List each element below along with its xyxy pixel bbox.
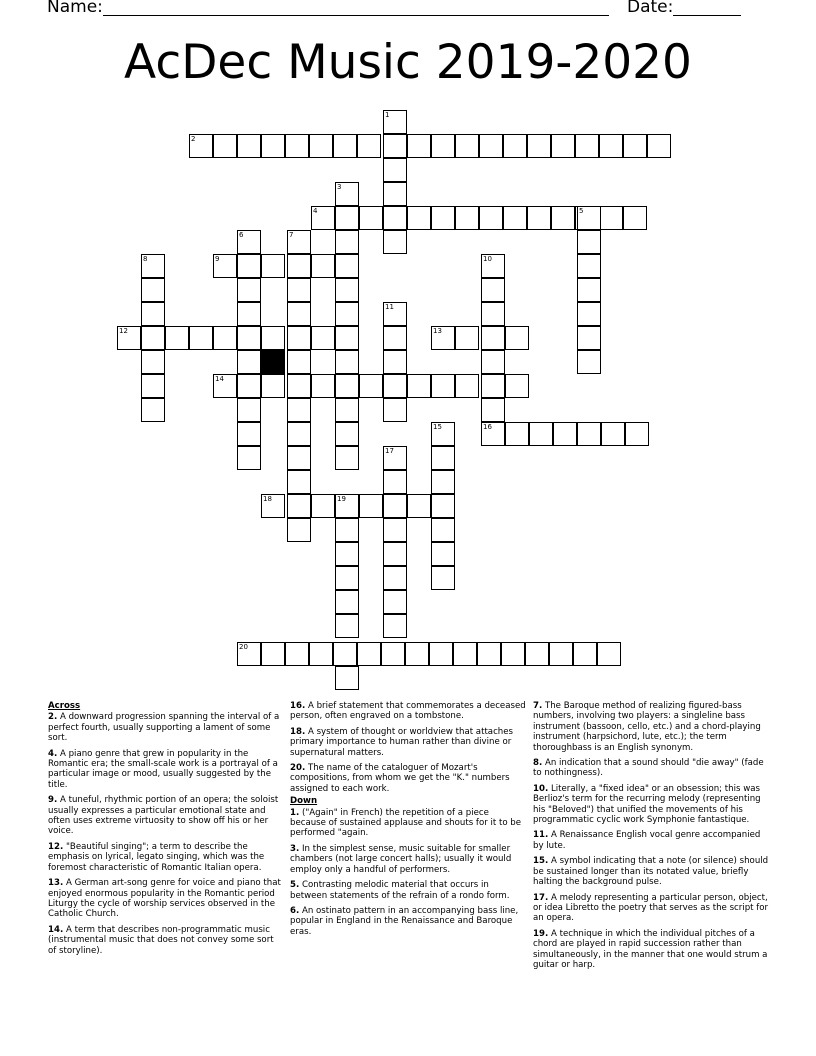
crossword-cell[interactable] — [481, 302, 505, 326]
clue-number-label: 9 — [215, 255, 220, 263]
crossword-cell[interactable] — [237, 230, 261, 254]
crossword-cell[interactable] — [141, 326, 165, 350]
clue-down-11 — [533, 830, 769, 851]
crossword-cell[interactable] — [455, 374, 479, 398]
crossword-cell[interactable] — [141, 254, 165, 278]
crossword-cell[interactable] — [481, 398, 505, 422]
crossword-cell[interactable] — [335, 398, 359, 422]
crossword-cell[interactable] — [335, 666, 359, 690]
clue-down-7 — [533, 701, 769, 753]
crossword-cell[interactable] — [597, 642, 621, 666]
crossword-cell[interactable] — [407, 494, 431, 518]
crossword-cell[interactable] — [237, 254, 261, 278]
crossword-cell[interactable] — [503, 206, 527, 230]
crossword-cell[interactable] — [335, 374, 359, 398]
crossword-cell[interactable] — [261, 326, 285, 350]
crossword-cell[interactable] — [287, 422, 311, 446]
clue-number-label: 16 — [483, 423, 492, 431]
crossword-cell[interactable] — [213, 326, 237, 350]
crossword-cell[interactable] — [333, 134, 357, 158]
crossword-cell[interactable] — [383, 134, 407, 158]
crossword-cell[interactable] — [287, 470, 311, 494]
crossword-cell[interactable] — [407, 134, 431, 158]
crossword-cell[interactable] — [213, 134, 237, 158]
clue-down-1 — [290, 808, 526, 839]
crossword-cell[interactable] — [577, 206, 601, 230]
crossword-cell[interactable] — [431, 326, 455, 350]
crossword-cell[interactable] — [383, 542, 407, 566]
clue-number-label: 7 — [289, 231, 294, 239]
crossword-cell[interactable] — [505, 326, 529, 350]
crossword-cell[interactable] — [647, 134, 671, 158]
crossword-cell[interactable] — [141, 374, 165, 398]
clue-text: An ostinato pattern in an accompanying bass line, popular in England in the Renaissance and Baroque eras. — [290, 905, 519, 937]
clue-across-13 — [48, 878, 284, 920]
clue-number: 3. — [290, 843, 300, 854]
across-heading: Across — [48, 701, 81, 711]
crossword-cell[interactable] — [551, 206, 575, 230]
crossword-cell[interactable] — [311, 374, 335, 398]
crossword-cell[interactable] — [287, 494, 311, 518]
crossword-cell[interactable] — [577, 422, 601, 446]
clue-text: A technique in which the individual pitches of a chord are played in rapid succession rather than simultaneously, in the manner that one would strum a guitar or harp. — [533, 928, 768, 970]
clue-number-label: 2 — [191, 135, 196, 143]
crossword-cell[interactable] — [287, 326, 311, 350]
crossword-cell[interactable] — [311, 206, 335, 230]
crossword-cell[interactable] — [383, 230, 407, 254]
clue-down-15 — [533, 856, 769, 887]
crossword-cell[interactable] — [287, 350, 311, 374]
down-heading: Down — [290, 796, 318, 807]
crossword-cell[interactable] — [431, 374, 455, 398]
crossword-cell[interactable] — [335, 254, 359, 278]
crossword-cell[interactable] — [213, 254, 237, 278]
crossword-cell[interactable] — [405, 642, 429, 666]
clue-text: A downward progression spanning the interval of a perfect fourth, usually supporting a lament of some sort. — [48, 712, 280, 744]
clue-number: 19. — [533, 928, 549, 939]
crossword-cell[interactable] — [335, 494, 359, 518]
crossword-cell[interactable] — [335, 518, 359, 542]
crossword-cell[interactable] — [623, 134, 647, 158]
crossword-cell[interactable] — [335, 350, 359, 374]
crossword-cell[interactable] — [237, 326, 261, 350]
clue-across-12 — [48, 842, 284, 873]
crossword-cell[interactable] — [575, 134, 599, 158]
crossword-cell[interactable] — [357, 642, 381, 666]
clue-column-1 — [48, 701, 284, 961]
clue-across-16 — [290, 701, 526, 722]
clue-column-3 — [533, 701, 769, 975]
crossword-cell[interactable] — [383, 110, 407, 134]
clue-number-label: 12 — [119, 327, 128, 335]
clue-text: ("Again" in French) the repetition of a piece because of sustained applause and shouts for it to be performed "again. — [290, 807, 522, 839]
crossword-cell[interactable] — [335, 446, 359, 470]
clue-number: 10. — [533, 783, 549, 794]
crossword-cell[interactable] — [501, 642, 525, 666]
crossword-cell[interactable] — [383, 446, 407, 470]
crossword-cell[interactable] — [431, 470, 455, 494]
crossword-cell[interactable] — [335, 566, 359, 590]
name-label: Name: — [47, 0, 103, 17]
clue-across-18 — [290, 727, 526, 758]
crossword-cell[interactable] — [141, 398, 165, 422]
clue-number-label: 3 — [337, 183, 342, 191]
crossword-cell[interactable] — [335, 614, 359, 638]
crossword-cell[interactable] — [261, 134, 285, 158]
crossword-cell[interactable] — [189, 134, 213, 158]
crossword-cell[interactable] — [311, 494, 335, 518]
crossword-cell[interactable] — [455, 206, 479, 230]
crossword-cell[interactable] — [577, 302, 601, 326]
crossword-cell[interactable] — [287, 254, 311, 278]
clue-number: 20. — [290, 763, 306, 774]
crossword-block — [261, 350, 285, 374]
crossword-cell[interactable] — [383, 398, 407, 422]
crossword-cell[interactable] — [309, 642, 333, 666]
clue-number: 9. — [48, 795, 58, 806]
crossword-cell[interactable] — [141, 278, 165, 302]
crossword-cell[interactable] — [189, 326, 213, 350]
clue-text: The name of the cataloguer of Mozart's compositions, from whom we get the "K." numbers assigned to each work. — [290, 763, 510, 794]
clue-text: A term that describes non-programmatic music (instrumental music that does not convey some sort of storyline). — [48, 924, 274, 956]
crossword-cell[interactable] — [383, 590, 407, 614]
crossword-cell[interactable] — [481, 254, 505, 278]
crossword-cell[interactable] — [577, 326, 601, 350]
clue-number-label: 6 — [239, 231, 244, 239]
crossword-cell[interactable] — [287, 230, 311, 254]
clue-number: 1. — [290, 807, 300, 818]
crossword-cell[interactable] — [117, 326, 141, 350]
clue-down-5 — [290, 880, 526, 901]
crossword-cell[interactable] — [237, 302, 261, 326]
crossword-cell[interactable] — [165, 326, 189, 350]
crossword-cell[interactable] — [383, 374, 407, 398]
crossword-cell[interactable] — [261, 374, 285, 398]
crossword-cell[interactable] — [529, 422, 553, 446]
crossword-cell[interactable] — [335, 206, 359, 230]
crossword-cell[interactable] — [383, 158, 407, 182]
clue-number: 2. — [48, 712, 58, 723]
crossword-cell[interactable] — [285, 134, 309, 158]
clue-text: A tuneful, rhythmic portion of an opera; the soloist usually expresses a particular emotional state and often uses extreme virtuosity to show off his or her voice. — [48, 795, 279, 837]
clue-text: "Beautiful singing"; a term to describe the emphasis on lyrical, legato singing, which was the foremost characteristic of Romantic Italian opera. — [48, 841, 265, 873]
clue-number-label: 20 — [239, 643, 248, 651]
crossword-cell[interactable] — [287, 374, 311, 398]
crossword-cell[interactable] — [505, 374, 529, 398]
crossword-cell[interactable] — [357, 134, 381, 158]
crossword-cell[interactable] — [141, 302, 165, 326]
crossword-cell[interactable] — [237, 446, 261, 470]
crossword-cell[interactable] — [577, 278, 601, 302]
crossword-cell[interactable] — [383, 518, 407, 542]
crossword-cell[interactable] — [453, 642, 477, 666]
crossword-cell[interactable] — [141, 350, 165, 374]
crossword-cell[interactable] — [481, 278, 505, 302]
crossword-cell[interactable] — [383, 566, 407, 590]
crossword-cell[interactable] — [333, 642, 357, 666]
crossword-cell[interactable] — [311, 254, 335, 278]
crossword-cell[interactable] — [237, 422, 261, 446]
crossword-cell[interactable] — [431, 422, 455, 446]
clue-number-label: 14 — [215, 375, 224, 383]
clue-text: Literally, a "fixed idea" or an obsession; this was Berlioz's term for the recurring melody (representing his "Beloved") that unified the movements of his programmatic cyclic work Symphonie fantastique. — [533, 783, 761, 826]
crossword-cell[interactable] — [431, 134, 455, 158]
crossword-cell[interactable] — [407, 374, 431, 398]
crossword-cell[interactable] — [335, 278, 359, 302]
crossword-cell[interactable] — [285, 642, 309, 666]
crossword-cell[interactable] — [261, 642, 285, 666]
crossword-cell[interactable] — [237, 398, 261, 422]
crossword-cell[interactable] — [527, 206, 551, 230]
clue-down-10 — [533, 784, 769, 826]
crossword-cell[interactable] — [335, 326, 359, 350]
crossword-cell[interactable] — [505, 422, 529, 446]
crossword-cell[interactable] — [287, 398, 311, 422]
crossword-cell[interactable] — [577, 350, 601, 374]
crossword-cell[interactable] — [335, 182, 359, 206]
clue-number: 18. — [290, 726, 306, 737]
clue-down-17 — [533, 893, 769, 924]
crossword-cell[interactable] — [549, 642, 573, 666]
clue-number: 12. — [48, 841, 64, 852]
crossword-cell[interactable] — [261, 254, 285, 278]
crossword-cell[interactable] — [335, 590, 359, 614]
crossword-cell[interactable] — [335, 230, 359, 254]
clue-number-label: 4 — [313, 207, 318, 215]
crossword-cell[interactable] — [287, 518, 311, 542]
crossword-cell[interactable] — [287, 278, 311, 302]
crossword-cell[interactable] — [479, 134, 503, 158]
crossword-cell[interactable] — [431, 518, 455, 542]
crossword-cell[interactable] — [237, 278, 261, 302]
crossword-cell[interactable] — [431, 446, 455, 470]
crossword-cell[interactable] — [359, 206, 383, 230]
clue-number-label: 18 — [263, 495, 272, 503]
clue-number-label: 13 — [433, 327, 442, 335]
crossword-cell[interactable] — [431, 566, 455, 590]
crossword-cell[interactable] — [481, 422, 505, 446]
clue-number-label: 1 — [385, 111, 390, 119]
crossword-cell[interactable] — [599, 206, 623, 230]
crossword-cell[interactable] — [477, 642, 501, 666]
clue-text: A German art-song genre for voice and piano that enjoyed enormous popularity in the Romantic period Liturgy the cycle of worship services observed in the Catholic Church. — [48, 878, 281, 920]
clue-down-8 — [533, 758, 769, 779]
clue-across-20 — [290, 763, 526, 794]
crossword-cell[interactable] — [431, 542, 455, 566]
crossword-cell[interactable] — [383, 614, 407, 638]
crossword-cell[interactable] — [287, 302, 311, 326]
crossword-cell[interactable] — [577, 230, 601, 254]
crossword-cell[interactable] — [429, 642, 453, 666]
clue-number: 8. — [533, 758, 543, 769]
clue-number: 11. — [533, 830, 549, 841]
crossword-cell[interactable] — [383, 182, 407, 206]
crossword-cell[interactable] — [455, 326, 479, 350]
clue-text: In the simplest sense, music suitable for smaller chambers (not large concert halls); usually it would employ only a handful of performers. — [290, 843, 512, 875]
crossword-cell[interactable] — [551, 134, 575, 158]
crossword-cell[interactable] — [335, 542, 359, 566]
crossword-cell[interactable] — [573, 642, 597, 666]
crossword-cell[interactable] — [213, 374, 237, 398]
crossword-cell[interactable] — [407, 206, 431, 230]
clue-column-2 — [290, 701, 526, 942]
clue-text: An indication that a sound should "die away" (fade to nothingness). — [533, 758, 764, 779]
clue-number: 16. — [290, 701, 306, 711]
clue-across-2 — [48, 712, 284, 743]
clue-number: 5. — [290, 880, 300, 891]
clue-number-label: 15 — [433, 423, 442, 431]
clue-number: 4. — [48, 748, 58, 759]
clue-across-4 — [48, 749, 284, 791]
crossword-cell[interactable] — [525, 642, 549, 666]
clue-number: 13. — [48, 878, 64, 889]
clue-text: A piano genre that grew in popularity in the Romantic era; the small-scale work is a portrayal of a particular image or mood, usually suggested by the title. — [48, 748, 278, 790]
crossword-cell[interactable] — [335, 422, 359, 446]
crossword-cell[interactable] — [601, 422, 625, 446]
crossword-cell[interactable] — [261, 494, 285, 518]
clue-number: 15. — [533, 856, 549, 867]
crossword-cell[interactable] — [481, 350, 505, 374]
date-label: Date: — [627, 0, 674, 17]
clue-number: 17. — [533, 892, 549, 903]
crossword-cell[interactable] — [623, 206, 647, 230]
crossword-cell[interactable] — [383, 350, 407, 374]
clue-number-label: 19 — [337, 495, 346, 503]
crossword-cell[interactable] — [599, 134, 623, 158]
clue-number: 14. — [48, 924, 64, 935]
crossword-cell[interactable] — [359, 494, 383, 518]
clue-number-label: 17 — [385, 447, 394, 455]
crossword-cell[interactable] — [481, 374, 505, 398]
clue-text: A brief statement that commemorates a deceased person, often engraved on a tombstone. — [290, 701, 526, 722]
clue-text: A symbol indicating that a note (or silence) should be sustained longer than its notated value, briefly halting the background pulse. — [533, 856, 769, 888]
crossword-cell[interactable] — [383, 494, 407, 518]
crossword-cell[interactable] — [311, 326, 335, 350]
clue-down-6 — [290, 906, 526, 937]
page-title: AcDec Music 2019-2020 — [124, 35, 692, 90]
crossword-cell[interactable] — [527, 134, 551, 158]
crossword-cell[interactable] — [577, 254, 601, 278]
crossword-cell[interactable] — [625, 422, 649, 446]
clue-text: A system of thought or worldview that attaches primary importance to human rather than divine or supernatural matters. — [290, 726, 514, 758]
crossword-cell[interactable] — [237, 642, 261, 666]
crossword-cell[interactable] — [237, 350, 261, 374]
crossword-cell[interactable] — [383, 470, 407, 494]
clue-number-label: 10 — [483, 255, 492, 263]
crossword-cell[interactable] — [431, 206, 455, 230]
clue-down-3 — [290, 844, 526, 875]
crossword-cell[interactable] — [455, 134, 479, 158]
crossword-cell[interactable] — [479, 206, 503, 230]
clue-number-label: 11 — [385, 303, 394, 311]
clue-text: Contrasting melodic material that occurs in between statements of the refrain of a rondo form. — [290, 880, 510, 901]
crossword-cell[interactable] — [481, 326, 505, 350]
crossword-cell[interactable] — [383, 206, 407, 230]
crossword-cell[interactable] — [383, 302, 407, 326]
clue-number: 7. — [533, 701, 543, 711]
clue-number-label: 5 — [579, 207, 584, 215]
crossword-cell[interactable] — [287, 446, 311, 470]
crossword-cell[interactable] — [553, 422, 577, 446]
clue-number-label: 8 — [143, 255, 148, 263]
clue-text: The Baroque method of realizing figured-bass numbers, involving two players: a singleline bass instrument (bassoon, cello, etc.) and a chord-playing instrument (harpsichord, lute, etc.); the term thoroughbass is an English synonym. — [533, 701, 761, 753]
crossword-cell[interactable] — [237, 134, 261, 158]
crossword-cell[interactable] — [359, 374, 383, 398]
crossword-cell[interactable] — [309, 134, 333, 158]
crossword-cell[interactable] — [381, 642, 405, 666]
clue-text: A melody representing a particular person, object, or idea Libretto the poetry that serves as the script for an opera. — [533, 892, 769, 924]
clue-down-19 — [533, 929, 769, 971]
clue-across-14 — [48, 925, 284, 956]
crossword-cell[interactable] — [335, 302, 359, 326]
crossword-cell[interactable] — [383, 326, 407, 350]
crossword-cell[interactable] — [431, 494, 455, 518]
clue-number: 6. — [290, 905, 300, 916]
crossword-cell[interactable] — [237, 374, 261, 398]
clue-across-9 — [48, 795, 284, 837]
clue-text: A Renaissance English vocal genre accompanied by lute. — [533, 830, 761, 851]
crossword-cell[interactable] — [503, 134, 527, 158]
